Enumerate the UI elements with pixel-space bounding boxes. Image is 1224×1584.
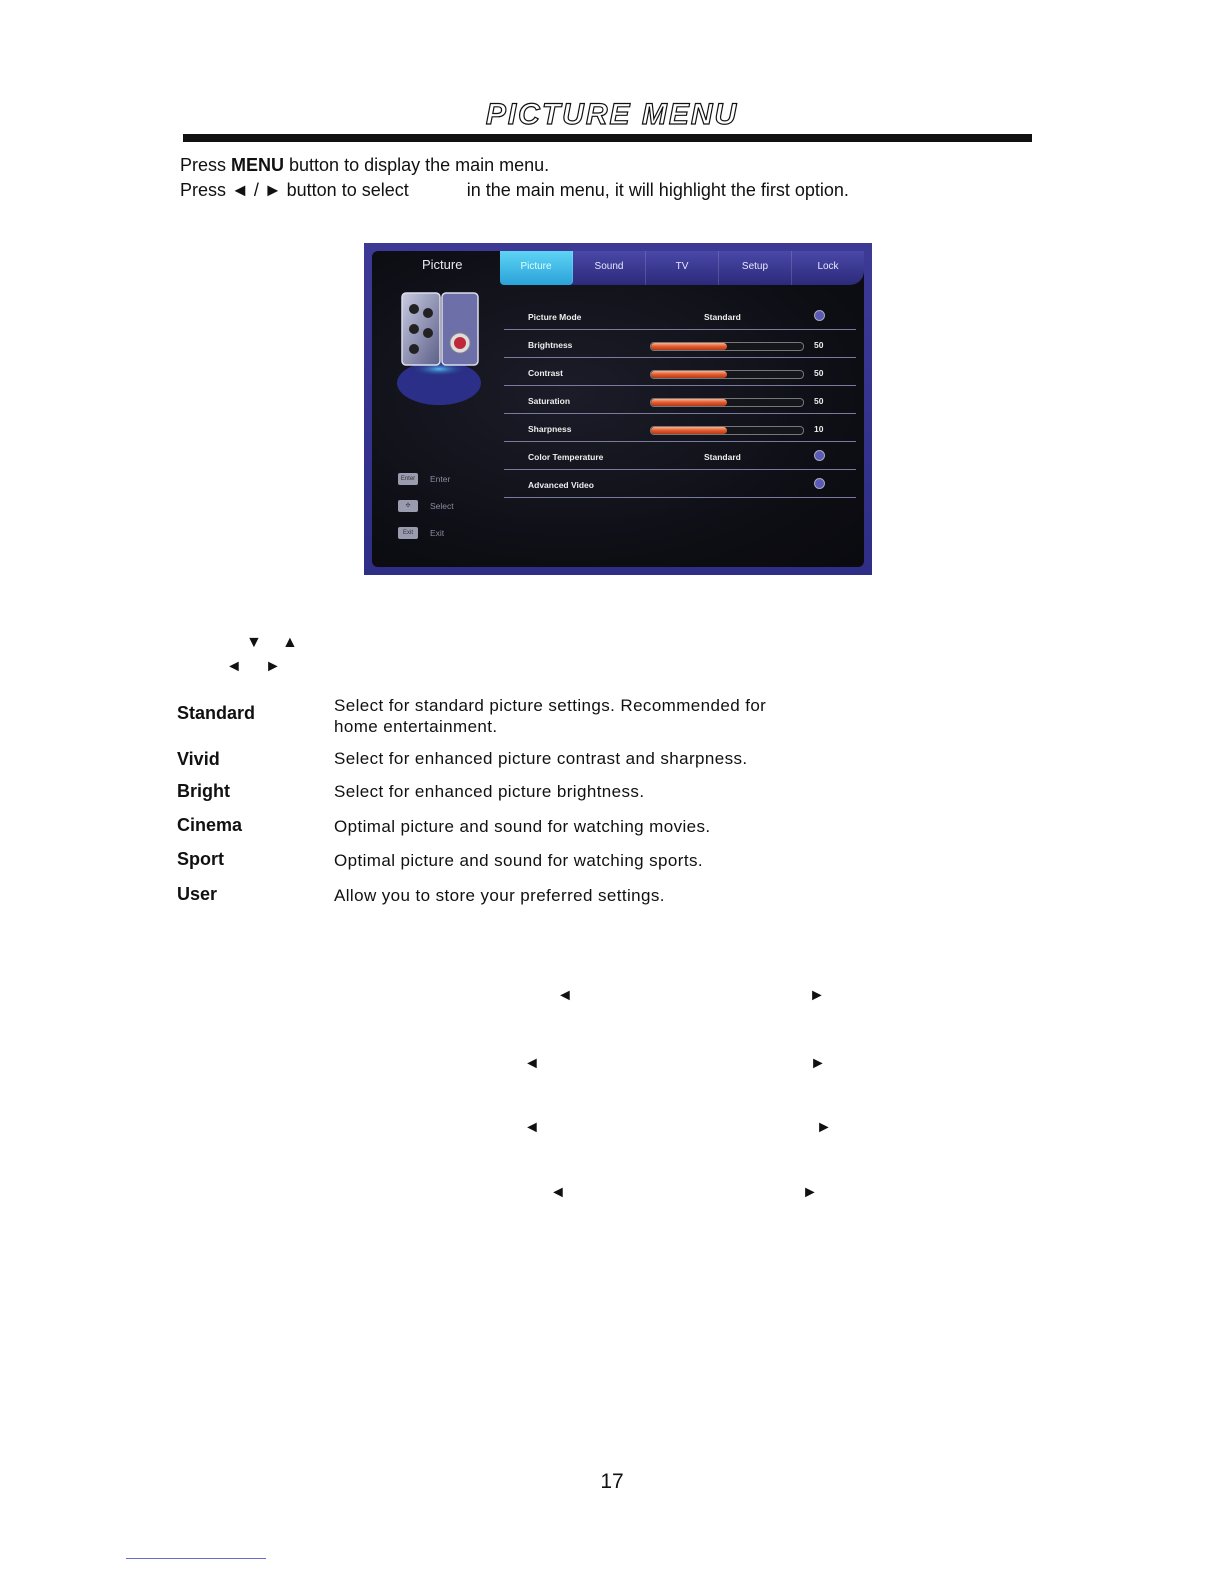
up-arrow-icon: ▲ bbox=[282, 634, 298, 651]
row-contrast[interactable] bbox=[504, 359, 856, 386]
left-arrow-icon: ◄ bbox=[524, 1119, 540, 1136]
row-label: Saturation bbox=[528, 396, 571, 406]
intro-1-pre: Press bbox=[180, 155, 232, 175]
right-arrow-icon: ► bbox=[802, 1184, 818, 1201]
row-label: Brightness bbox=[528, 340, 573, 350]
mode-desc: Optimal picture and sound for watching sports. bbox=[334, 851, 703, 870]
right-arrow-icon: ► bbox=[810, 1055, 826, 1072]
slider-fill bbox=[651, 399, 727, 406]
row-label: Color Temperature bbox=[528, 452, 604, 462]
left-arrow-icon: ◄ bbox=[550, 1184, 566, 1201]
row-sharpness[interactable] bbox=[504, 415, 856, 442]
mode-desc: Select for standard picture settings. Recommended for home entertainment. bbox=[334, 696, 767, 736]
legend-text: Exit bbox=[430, 528, 445, 538]
down-arrow-icon: ▼ bbox=[246, 634, 262, 651]
row-saturation[interactable] bbox=[504, 387, 856, 414]
sharpness-slider[interactable] bbox=[650, 426, 804, 435]
tab-picture[interactable]: Picture bbox=[500, 251, 573, 285]
row-number: 10 bbox=[814, 424, 824, 434]
mode-desc: Optimal picture and sound for watching movies. bbox=[334, 817, 711, 836]
mode-name: Cinema bbox=[177, 815, 243, 835]
slider-fill bbox=[651, 371, 727, 378]
brightness-slider[interactable] bbox=[650, 342, 804, 351]
page-title: PICTURE MENU bbox=[485, 98, 739, 131]
mode-desc: Select for enhanced picture contrast and sharpness. bbox=[334, 749, 748, 768]
intro-1-bold: MENU bbox=[231, 155, 285, 175]
mode-desc: Allow you to store your preferred settings. bbox=[334, 886, 665, 905]
option-icon bbox=[814, 310, 825, 321]
mode-name: User bbox=[177, 884, 218, 904]
row-value: Standard bbox=[704, 312, 741, 322]
page-number: 17 bbox=[600, 1470, 624, 1493]
tv-tabbar bbox=[500, 251, 864, 285]
slider-fill bbox=[651, 427, 727, 434]
submenu-icon bbox=[814, 478, 825, 489]
tv-left-title: Picture bbox=[422, 257, 463, 272]
row-label: Sharpness bbox=[528, 424, 572, 434]
slider-fill bbox=[651, 343, 727, 350]
option-icon bbox=[814, 450, 825, 461]
saturation-slider[interactable] bbox=[650, 398, 804, 407]
right-arrow-icon: ► bbox=[816, 1119, 832, 1136]
left-arrow-icon: ◄ bbox=[557, 987, 573, 1004]
tab-setup[interactable]: Setup bbox=[719, 251, 792, 285]
intro-line-2 bbox=[180, 180, 849, 201]
intro-2-post: in the main menu, it will highlight the first option. bbox=[466, 180, 849, 200]
exit-key-icon: Exit bbox=[398, 527, 418, 539]
intro-1-post: button to display the main menu. bbox=[284, 155, 550, 175]
tv-menu-screenshot bbox=[364, 243, 872, 575]
intro-2-pre: Press ◄ / ► button to select bbox=[180, 180, 409, 200]
row-label: Advanced Video bbox=[528, 480, 594, 490]
contrast-slider[interactable] bbox=[650, 370, 804, 379]
legend-text: Enter bbox=[430, 474, 451, 484]
tab-tv[interactable]: TV bbox=[646, 251, 719, 285]
mode-desc: Select for enhanced picture brightness. bbox=[334, 782, 645, 801]
left-arrow-icon: ◄ bbox=[226, 658, 242, 675]
row-value: Standard bbox=[704, 452, 741, 462]
row-label: Picture Mode bbox=[528, 312, 582, 322]
right-arrow-icon: ► bbox=[265, 658, 281, 675]
row-number: 50 bbox=[814, 396, 824, 406]
intro-line-1 bbox=[180, 155, 549, 176]
tv-menu-panel bbox=[372, 251, 864, 567]
row-color-temperature[interactable] bbox=[504, 443, 856, 470]
row-advanced-video[interactable] bbox=[504, 471, 856, 498]
row-brightness[interactable] bbox=[504, 331, 856, 358]
row-number: 50 bbox=[814, 340, 824, 350]
row-picture-mode[interactable] bbox=[504, 303, 856, 330]
enter-key-icon: Enter bbox=[398, 473, 418, 485]
row-number: 50 bbox=[814, 368, 824, 378]
tab-sound[interactable]: Sound bbox=[573, 251, 646, 285]
mode-name: Sport bbox=[177, 849, 224, 869]
mode-name: Vivid bbox=[177, 749, 220, 769]
row-label: Contrast bbox=[528, 368, 563, 378]
legend-text: Select bbox=[430, 501, 454, 511]
title-rule bbox=[183, 134, 1032, 142]
tab-lock[interactable]: Lock bbox=[817, 261, 839, 272]
picture-film-icon bbox=[394, 291, 484, 406]
mode-name: Standard bbox=[177, 703, 256, 723]
dpad-key-icon: ✣ bbox=[398, 500, 418, 512]
picture-options-list bbox=[504, 303, 856, 499]
right-arrow-icon: ► bbox=[809, 987, 825, 1004]
footer-line bbox=[126, 1558, 266, 1559]
left-arrow-icon: ◄ bbox=[524, 1055, 540, 1072]
mode-name: Bright bbox=[177, 781, 230, 801]
